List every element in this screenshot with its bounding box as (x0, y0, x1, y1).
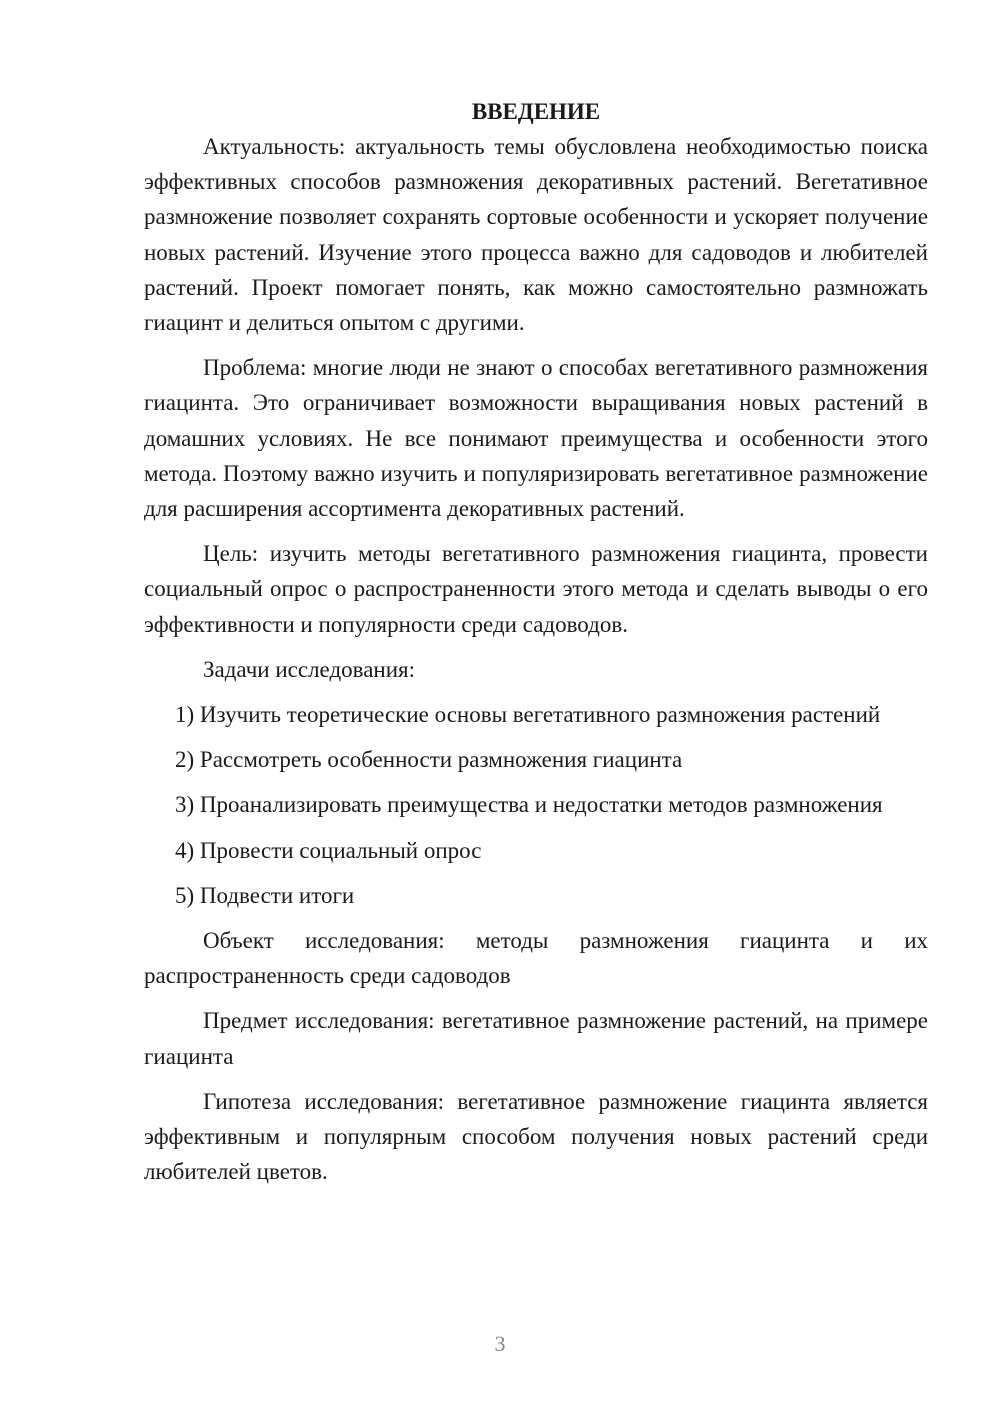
task-item-2: 2) Рассмотреть особенности размножения гиацинта (175, 747, 683, 773)
section-title: ВВЕДЕНИЕ (471, 99, 601, 124)
task-item-1: 1) Изучить теоретические основы вегетативного размножения растений (175, 702, 881, 728)
problem-paragraph: Проблема: многие люди не знают о способах вегетативного размножения гиацинта. Это ограничивает возможности выращивания новых растений в домашних условиях. Не все понимают преимущества и особенности этого метода. Поэтому важно изучить и популяризировать вегетативное размножение для расширения ассортимента декоративных растений. (144, 355, 928, 522)
task-item-4: 4) Провести социальный опрос (175, 837, 482, 863)
task-item-3: 3) Проанализировать преимущества и недостатки методов размножения (175, 792, 883, 818)
relevance-paragraph: Актуальность: актуальность темы обусловлена необходимостью поиска эффективных способов размножения декоративных растений. Вегетативное размножение позволяет сохранять сортовые особенности и ускоряет получение новых растений. Изучение этого процесса важно для садоводов и любителей растений. Проект помогает понять, как можно самостоятельно размножать гиацинт и делиться опытом с другими. (144, 134, 928, 336)
subject-paragraph: Предмет исследования: вегетативное размножение растений, на примере гиацинта (144, 1008, 928, 1069)
task-item-5: 5) Подвести итоги (175, 882, 355, 908)
page-number: 3 (494, 1331, 506, 1356)
tasks-heading: Задачи исследования: (203, 656, 416, 682)
document-page (144, 94, 928, 1199)
goal-paragraph: Цель: изучить методы вегетативного размножения гиацинта, провести социальный опрос о распространенности этого метода и сделать выводы о его эффективности и популярности среди садоводов. (144, 541, 928, 637)
hypothesis-paragraph: Гипотеза исследования: вегетативное размножение гиацинта является эффективным и популярным способом получения новых растений среди любителей цветов. (144, 1088, 928, 1185)
object-paragraph: Объект исследования: методы размножения гиацинта и их распространенность среди садоводов (144, 928, 928, 989)
